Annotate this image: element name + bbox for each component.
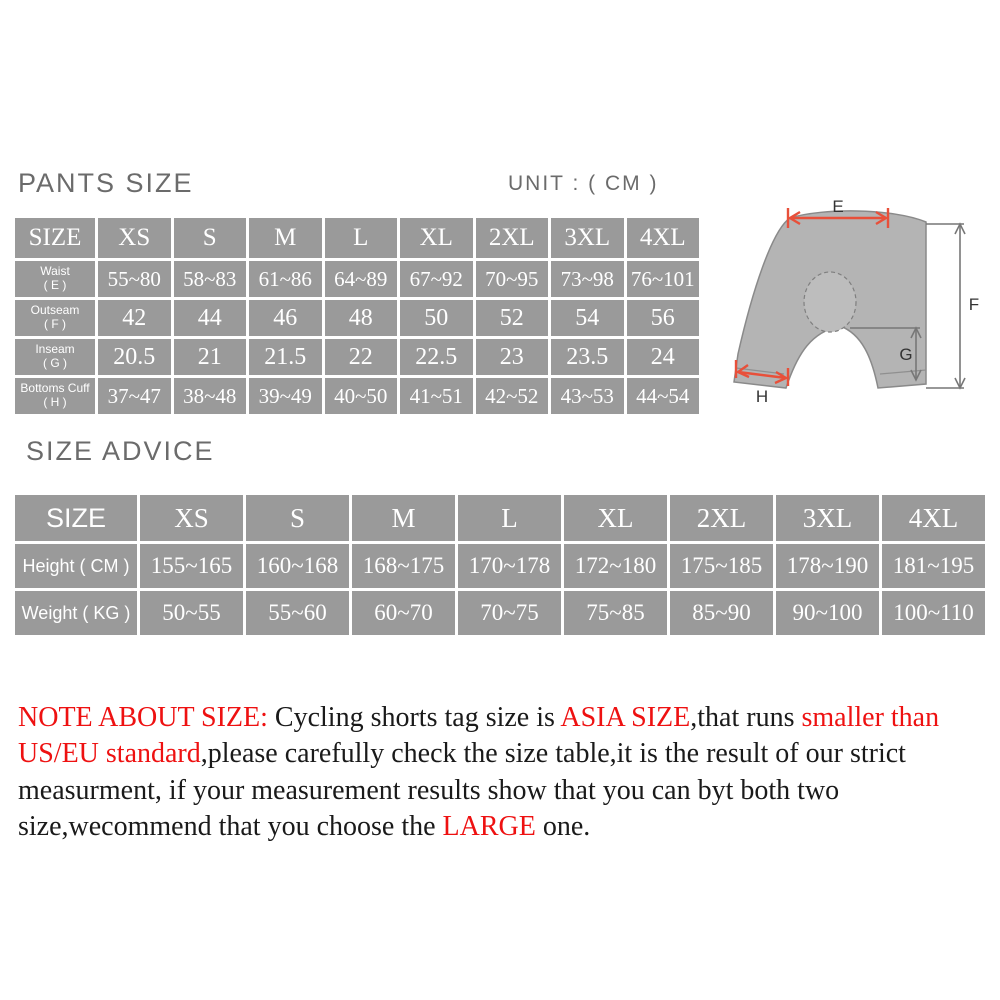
pants-size-title: PANTS SIZE [18,168,194,198]
cell-inseam-3xl: 23.5 [551,339,624,375]
cell-cuff-2xl: 42~52 [476,378,549,414]
cell-waist-xl: 67~92 [400,261,473,297]
cell-height-3xl: 178~190 [776,544,879,588]
pants-size-table [12,215,702,417]
cell-outseam-xs: 42 [98,300,171,336]
row-header-waist [15,261,95,297]
row-header-bottoms-cuff-code: ( H ) [43,395,67,409]
cell-cuff-4xl: 44~54 [627,378,700,414]
column-header-3xl: 3XL [551,218,624,258]
cell-outseam-xl: 50 [400,300,473,336]
cell-waist-3xl: 73~98 [551,261,624,297]
table-row [15,544,985,588]
note-text-4: one. [535,811,591,843]
cell-height-l: 170~178 [458,544,561,588]
cell-inseam-s: 21 [174,339,247,375]
cell-height-2xl: 175~185 [670,544,773,588]
measure-label-e: E [832,197,844,216]
cell-waist-s: 58~83 [174,261,247,297]
row-header-inseam-name: Inseam [35,342,75,357]
cell-weight-xl: 75~85 [564,591,667,635]
cell-outseam-2xl: 52 [476,300,549,336]
cell-inseam-xs: 20.5 [98,339,171,375]
measure-label-g: G [899,345,913,364]
size-advice-title: SIZE ADVICE [26,436,215,466]
note-text-1: Cycling shorts tag size is [267,702,561,733]
cell-inseam-m: 21.5 [249,339,322,375]
cell-weight-2xl: 85~90 [670,591,773,635]
cell-weight-l: 70~75 [458,591,561,635]
advice-column-header-m: M [352,495,455,541]
table-header-row [15,495,985,541]
advice-column-header-s: S [246,495,349,541]
cell-cuff-m: 39~49 [249,378,322,414]
cell-outseam-m: 46 [249,300,322,336]
column-header-xl: XL [400,218,473,258]
cell-weight-4xl: 100~110 [882,591,985,635]
cell-waist-l: 64~89 [325,261,398,297]
cell-weight-s: 55~60 [246,591,349,635]
column-header-m: M [249,218,322,258]
cell-outseam-l: 48 [325,300,398,336]
note-text-2: ,that runs [690,702,802,733]
row-header-weight: Weight ( KG ) [15,591,137,635]
cell-waist-4xl: 76~101 [627,261,700,297]
chamois-pad-shape [804,272,856,332]
cell-height-m: 168~175 [352,544,455,588]
cell-outseam-3xl: 54 [551,300,624,336]
size-advice-table [12,492,988,638]
cell-weight-m: 60~70 [352,591,455,635]
measure-arrow-f [926,224,965,388]
advice-column-header-l: L [458,495,561,541]
table-row [15,300,699,336]
cell-inseam-4xl: 24 [627,339,700,375]
cell-height-xl: 172~180 [564,544,667,588]
cell-cuff-s: 38~48 [174,378,247,414]
cell-inseam-xl: 22.5 [400,339,473,375]
row-header-inseam [15,339,95,375]
size-note [18,700,980,846]
note-text-3: ,please carefully check the size table,it is the result of our strict measurment, if your measurement results show that you can byt both two size,wecommend that you choose the [18,738,906,843]
advice-column-header-3xl: 3XL [776,495,879,541]
cell-height-s: 160~168 [246,544,349,588]
cell-weight-3xl: 90~100 [776,591,879,635]
row-header-waist-name: Waist [40,264,70,279]
cell-cuff-3xl: 43~53 [551,378,624,414]
column-header-2xl: 2XL [476,218,549,258]
advice-column-header-4xl: 4XL [882,495,985,541]
column-header-l: L [325,218,398,258]
row-header-outseam-code: ( F ) [44,317,66,331]
cell-outseam-4xl: 56 [627,300,700,336]
note-prefix: NOTE ABOUT SIZE: [18,702,268,733]
cell-waist-xs: 55~80 [98,261,171,297]
note-smaller-than: smaller than US/EU standard [18,702,940,770]
row-header-waist-code: ( E ) [43,278,67,292]
table-row [15,261,699,297]
cell-cuff-xl: 41~51 [400,378,473,414]
row-header-bottoms-cuff [15,378,95,414]
advice-column-header-size: SIZE [15,495,137,541]
note-large: LARGE [442,811,536,843]
cell-weight-xs: 50~55 [140,591,243,635]
cell-waist-m: 61~86 [249,261,322,297]
note-asia-size: ASIA SIZE [560,702,691,733]
table-row [15,339,699,375]
cell-height-xs: 155~165 [140,544,243,588]
unit-label: UNIT : ( CM ) [508,172,659,195]
column-header-size: SIZE [15,218,95,258]
table-row [15,591,985,635]
row-header-outseam-name: Outseam [30,303,80,318]
row-header-outseam [15,300,95,336]
cell-waist-2xl: 70~95 [476,261,549,297]
row-header-height: Height ( CM ) [15,544,137,588]
cell-inseam-2xl: 23 [476,339,549,375]
table-header-row [15,218,699,258]
column-header-4xl: 4XL [627,218,700,258]
cell-height-4xl: 181~195 [882,544,985,588]
column-header-xs: XS [98,218,171,258]
measure-label-f: F [968,295,980,314]
advice-column-header-xl: XL [564,495,667,541]
row-header-inseam-code: ( G ) [43,356,67,370]
cell-cuff-l: 40~50 [325,378,398,414]
measure-label-h: H [755,387,769,406]
advice-column-header-2xl: 2XL [670,495,773,541]
column-header-s: S [174,218,247,258]
table-row [15,378,699,414]
cell-outseam-s: 44 [174,300,247,336]
row-header-bottoms-cuff-name: Bottoms Cuff [20,381,90,396]
cell-inseam-l: 22 [325,339,398,375]
cell-cuff-xs: 37~47 [98,378,171,414]
garment-measurement-diagram [712,182,988,412]
advice-column-header-xs: XS [140,495,243,541]
